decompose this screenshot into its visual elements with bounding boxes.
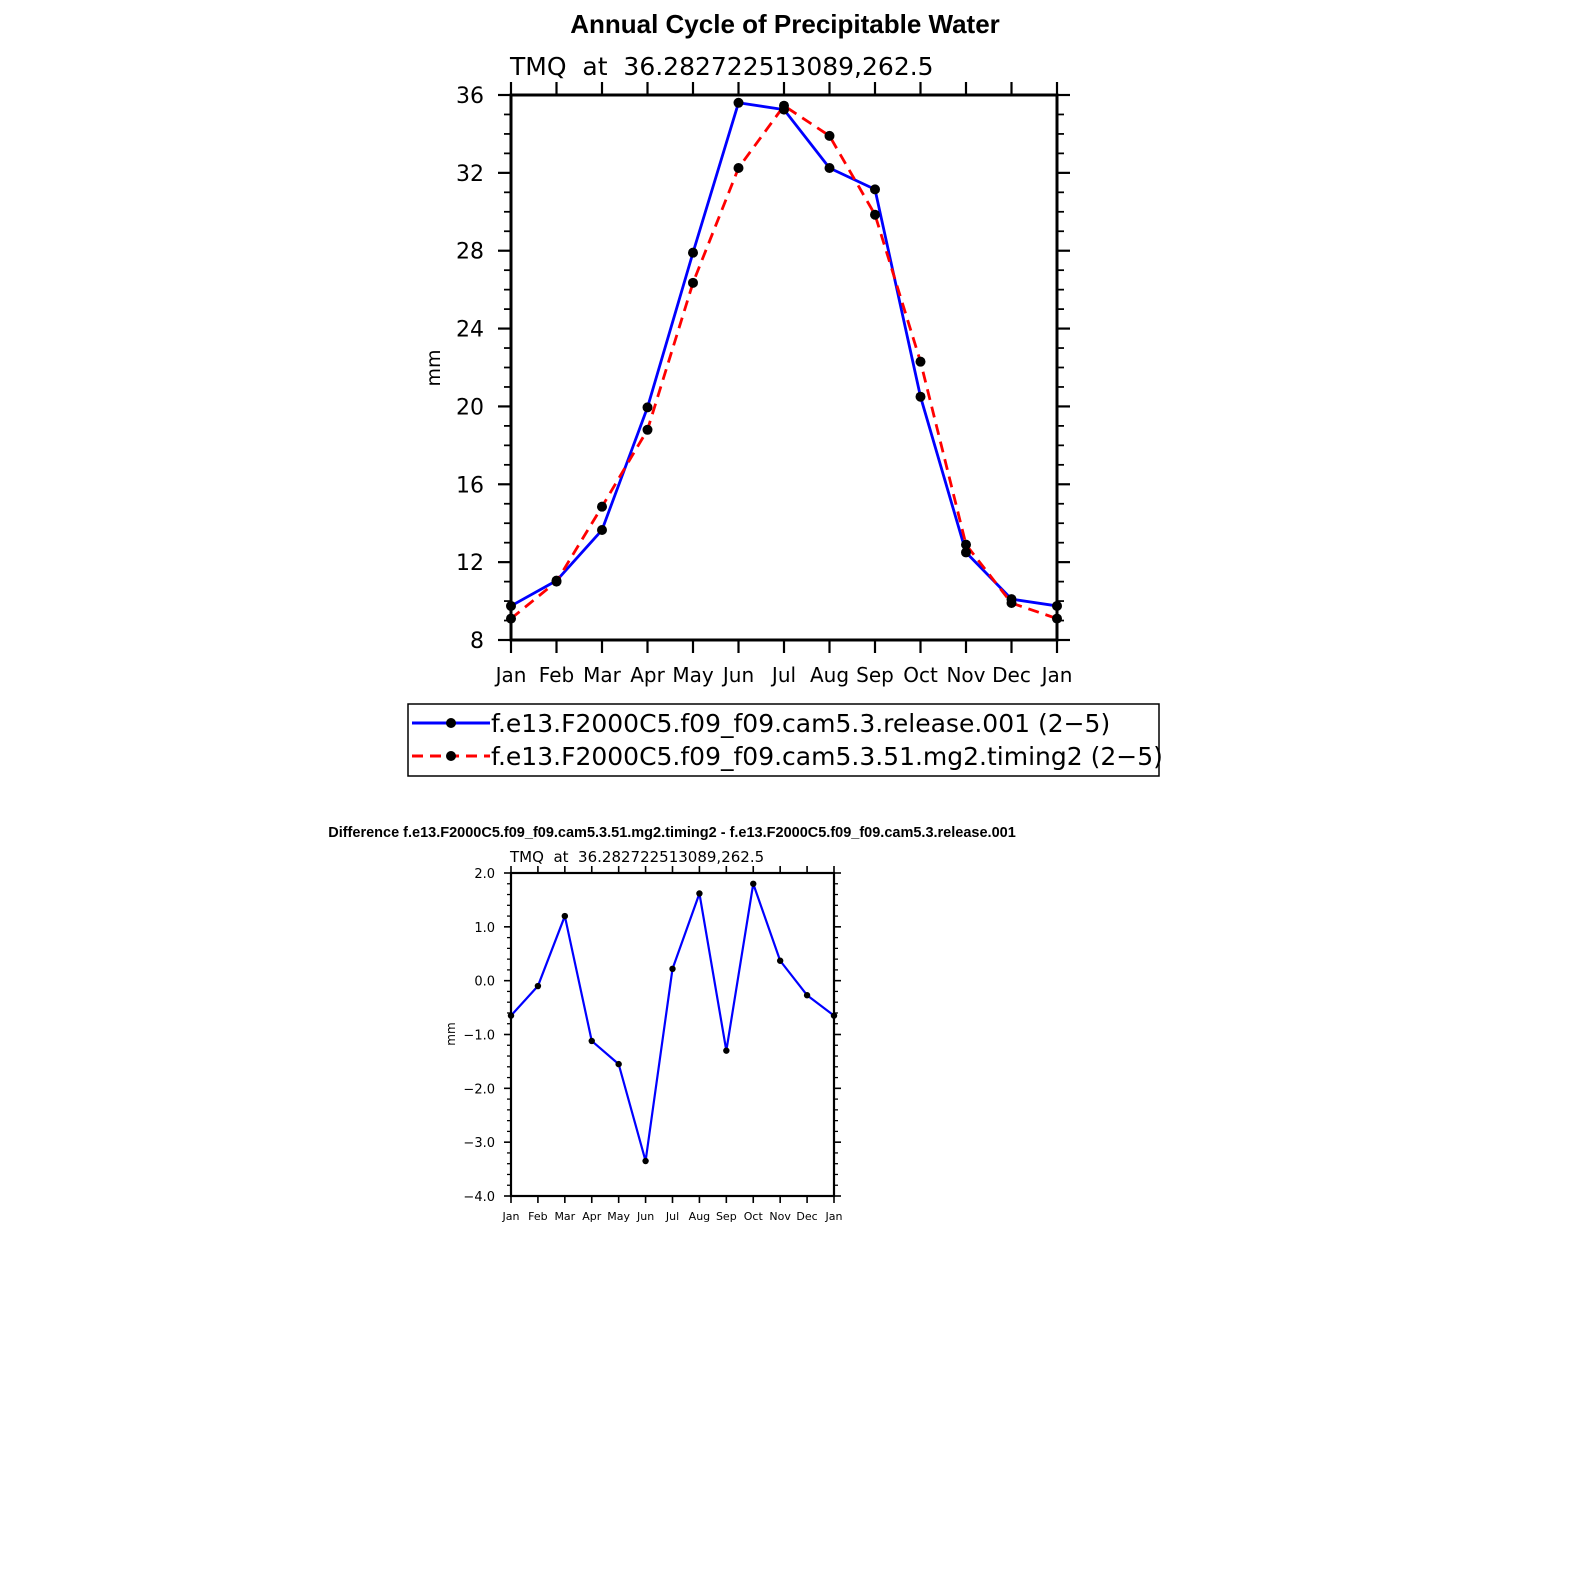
x-tick-label: Jan	[1041, 663, 1073, 687]
y-tick-label: 1.0	[474, 920, 495, 936]
y-tick-label: 8	[470, 629, 484, 654]
series-1-point	[804, 992, 810, 998]
y-axis-label: mm	[423, 349, 445, 387]
series-2-point	[870, 210, 880, 220]
x-tick-label: Jul	[771, 663, 797, 687]
series-1-point	[831, 1012, 837, 1018]
x-tick-label: Feb	[528, 1210, 548, 1223]
diff-chart-subtitle: TMQ at 36.282722513089,262.5	[510, 848, 765, 866]
y-tick-label: 32	[456, 161, 484, 187]
series-1-point	[688, 248, 698, 258]
series-1-point	[615, 1061, 621, 1067]
x-tick-label: Dec	[992, 663, 1031, 687]
tick-labels	[456, 84, 1072, 687]
series-2-point	[825, 131, 835, 141]
x-tick-label: Dec	[796, 1210, 818, 1223]
x-tick-label: Mar	[554, 1210, 576, 1223]
x-tick-label: Jul	[665, 1210, 680, 1223]
series-1-point	[734, 98, 744, 108]
series-1-point	[750, 881, 756, 887]
y-tick-label: 16	[456, 473, 484, 499]
series-1-point	[642, 1158, 648, 1164]
y-tick-label: 20	[456, 395, 484, 421]
x-tick-label: Aug	[809, 663, 850, 687]
legend	[408, 704, 1163, 776]
diff-series-group	[508, 881, 837, 1165]
y-tick-label: 24	[456, 317, 484, 343]
series-2-point	[1052, 614, 1062, 624]
x-tick-label: May	[607, 1210, 631, 1223]
x-tick-label: Oct	[743, 1210, 763, 1223]
y-tick-label: −1.0	[463, 1028, 495, 1044]
y-tick-label: 0.0	[474, 974, 495, 990]
legend-marker-series-1	[446, 718, 456, 728]
series-1-point	[597, 525, 607, 535]
series-2-point	[916, 357, 926, 367]
diff-plot-axes	[504, 866, 841, 1203]
legend-label-series-2: f.e13.F2000C5.f09_f09.cam5.3.51.mg2.timing2 (2−5)	[491, 742, 1163, 771]
x-tick-label: Sep	[715, 1210, 737, 1223]
x-tick-label: Jun	[636, 1210, 655, 1223]
x-tick-label: Aug	[688, 1210, 711, 1223]
plot-frame	[511, 95, 1057, 640]
series-2-point	[597, 502, 607, 512]
series-1-point	[562, 913, 568, 919]
x-tick-label: Mar	[583, 663, 621, 687]
legend-label-series-1: f.e13.F2000C5.f09_f09.cam5.3.release.001 (2−5)	[491, 709, 1111, 738]
series-1-point	[643, 402, 653, 412]
y-tick-label: −2.0	[463, 1082, 495, 1098]
y-tick-label: 12	[456, 551, 484, 577]
x-tick-label: Nov	[769, 1210, 791, 1223]
x-tick-label: Feb	[538, 663, 575, 687]
diff-y-axis-label: mm	[444, 1022, 458, 1046]
x-tick-label: Jan	[502, 1210, 520, 1223]
series-1-point	[723, 1047, 729, 1053]
y-tick-label: −3.0	[463, 1136, 495, 1152]
chart-subtitle: TMQ at 36.282722513089,262.5	[510, 52, 934, 81]
x-tick-label: Sep	[856, 663, 894, 687]
x-tick-label: Apr	[582, 1210, 602, 1223]
series-1-point	[916, 392, 926, 402]
series-1-point	[506, 601, 516, 611]
annual-cycle-chart	[423, 9, 1072, 687]
series-2-point	[506, 614, 516, 624]
y-tick-label: 2.0	[474, 867, 495, 882]
x-tick-label: Jan	[825, 1210, 843, 1223]
y-tick-label: 36	[456, 84, 484, 109]
y-tick-label: 28	[456, 239, 484, 265]
series-1-point	[777, 958, 783, 964]
x-tick-label: Oct	[903, 663, 938, 687]
series-2-point	[734, 163, 744, 173]
chart-title: Annual Cycle of Precipitable Water	[570, 9, 1000, 39]
y-tick-label: −4.0	[463, 1190, 495, 1205]
series-group	[506, 98, 1062, 624]
series-2-point	[1007, 598, 1017, 608]
series-line-1	[511, 884, 834, 1161]
series-2-point	[779, 101, 789, 111]
x-tick-label: Jan	[495, 663, 527, 687]
series-2-point	[552, 577, 562, 587]
series-1-point	[589, 1038, 595, 1044]
series-2-point	[688, 278, 698, 288]
plot-frame	[511, 873, 834, 1196]
diff-chart-title: Difference f.e13.F2000C5.f09_f09.cam5.3.51.mg2.timing2 - f.e13.F2000C5.f09_f09.cam5.3.release.001	[328, 825, 1016, 841]
x-tick-label: Apr	[630, 663, 665, 687]
series-1-point	[696, 890, 702, 896]
series-1-point	[508, 1012, 514, 1018]
x-tick-label: Jun	[722, 663, 755, 687]
series-line-1	[511, 103, 1057, 606]
series-1-point	[535, 983, 541, 989]
series-1-point	[870, 184, 880, 194]
x-tick-label: May	[672, 663, 714, 687]
difference-chart	[328, 825, 1016, 1223]
series-1-point	[669, 966, 675, 972]
x-tick-label: Nov	[946, 663, 986, 687]
series-2-point	[643, 425, 653, 435]
legend-marker-series-2	[446, 751, 456, 761]
diff-tick-labels	[463, 867, 842, 1223]
series-1-point	[825, 163, 835, 173]
series-1-point	[1052, 601, 1062, 611]
series-2-point	[961, 540, 971, 550]
